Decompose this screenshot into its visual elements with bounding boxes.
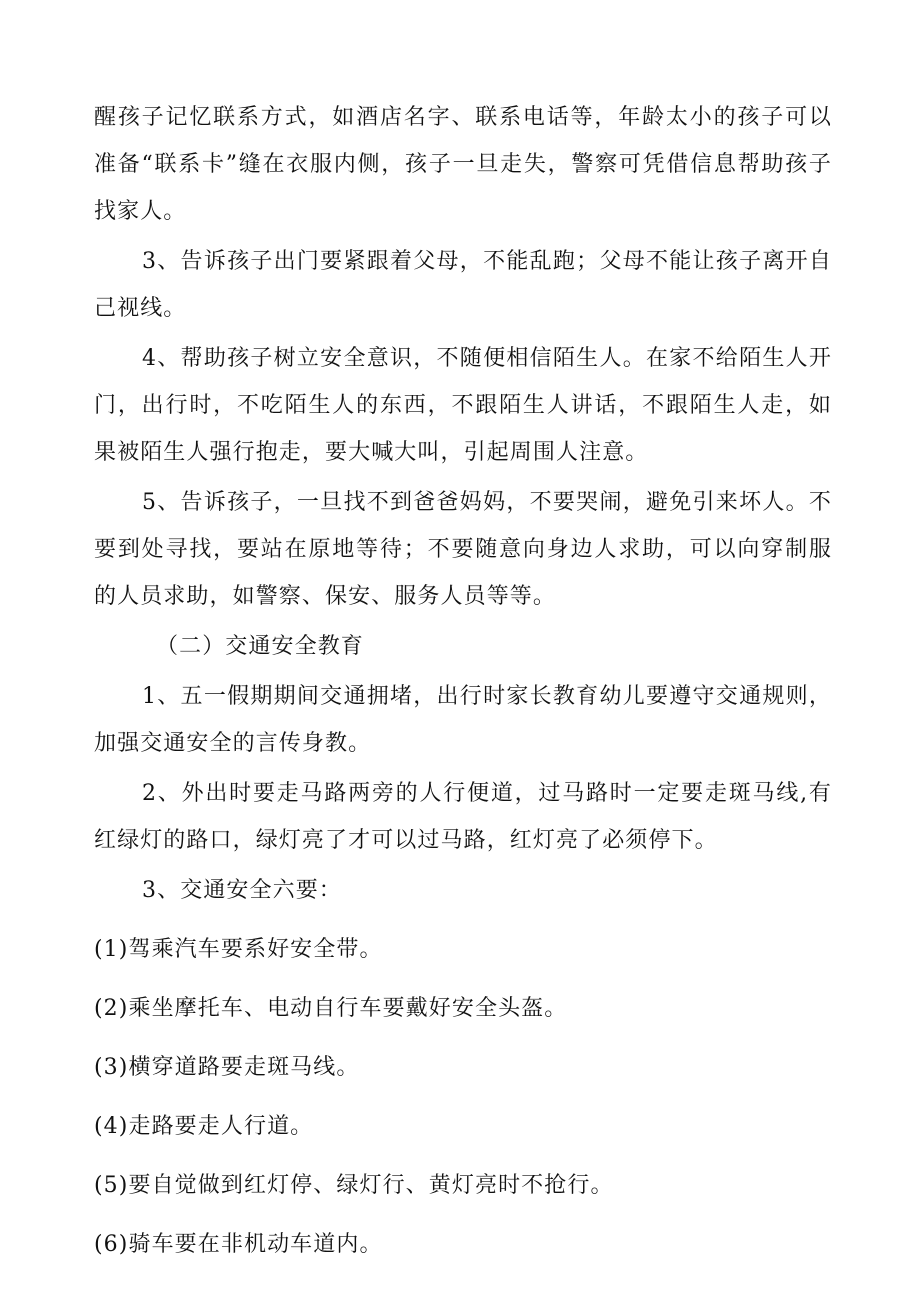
paragraph-item-3: 3、告诉孩子出门要紧跟着父母，不能乱跑；父母不能让孩子离开自己视线。 [94, 249, 832, 321]
document-body [94, 94, 832, 1280]
paragraph-continuation: 醒孩子记忆联系方式，如酒店名字、联系电话等，年龄太小的孩子可以准备“联系卡”缝在衣服内侧，孩子一旦走失，警察可凭借信息帮助孩子找家人。 [94, 105, 832, 224]
list-item-6: (6)骑车要在非机动车道内。 [94, 1232, 383, 1257]
paragraph-item-5: 5、告诉孩子，一旦找不到爸爸妈妈，不要哭闹，避免引来坏人。不要到处寻找，要站在原地等待；不要随意向身边人求助，可以向穿制服的人员求助，如警察、保安、服务人员等等。 [94, 490, 832, 609]
list-item-4: (4)走路要走人行道。 [94, 1114, 314, 1139]
paragraph-traffic-2: 2、外出时要走马路两旁的人行便道，过马路时一定要走斑马线,有红绿灯的路口，绿灯亮了才可以过马路，红灯亮了必须停下。 [94, 781, 832, 853]
paragraph-item-4: 4、帮助孩子树立安全意识，不随便相信陌生人。在家不给陌生人开门，出行时，不吃陌生人的东西，不跟陌生人讲话，不跟陌生人走，如果被陌生人强行抱走，要大喊大叫，引起周围人注意。 [94, 346, 832, 465]
paragraph-traffic-3: 3、交通安全六要： [142, 878, 342, 903]
list-item-1: (1)驾乘汽车要系好安全带。 [94, 937, 383, 962]
paragraph-traffic-1: 1、五一假期期间交通拥堵，出行时家长教育幼儿要遵守交通规则，加强交通安全的言传身教。 [94, 684, 832, 756]
list-item-3: (3)横穿道路要走斑马线。 [94, 1055, 360, 1080]
list-item-5: (5)要自觉做到红灯停、绿灯行、黄灯亮时不抢行。 [94, 1173, 614, 1198]
list-item-2: (2)乘坐摩托车、电动自行车要戴好安全头盔。 [94, 996, 568, 1021]
section-heading-traffic-safety: （二）交通安全教育 [156, 634, 364, 659]
